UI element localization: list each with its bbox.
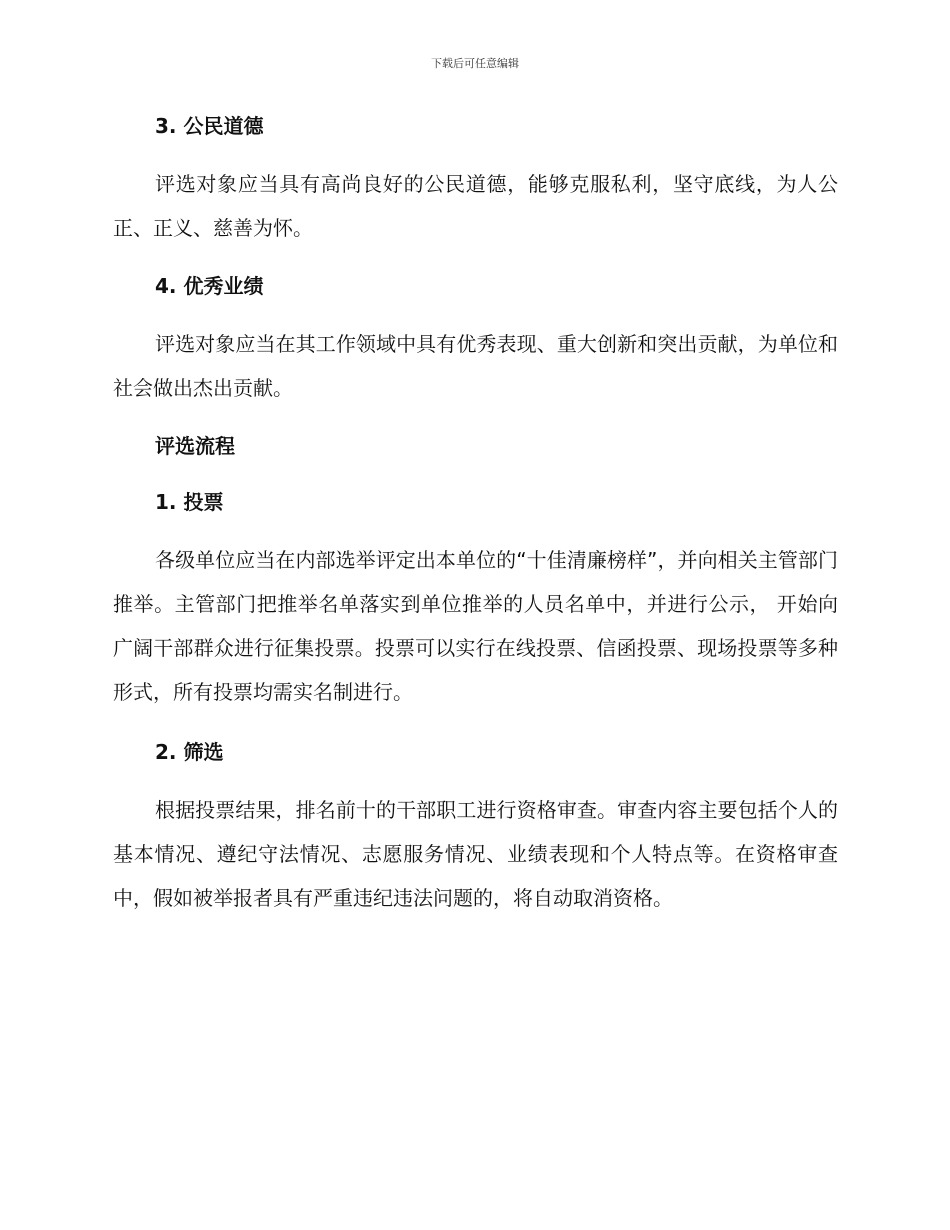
page-header-note: 下载后可任意编辑 — [431, 57, 519, 70]
paragraph-excellent-performance: 评选对象应当在其工作领域中具有优秀表现、重大创新和突出贡献，为单位和社会做出杰出贡献。 — [113, 332, 838, 400]
section-heading-civic-morality: 3. 公民道德 — [155, 114, 264, 138]
section-heading-excellent-performance: 4. 优秀业绩 — [155, 274, 264, 298]
section-heading-screening: 2. 筛选 — [155, 740, 224, 764]
document-body — [113, 108, 838, 920]
paragraph-screening: 根据投票结果，排名前十的干部职工进行资格审查。审查内容主要包括个人的基本情况、遵纪守法情况、志愿服务情况、业绩表现和个人特点等。在资格审查中，假如被举报者具有严重违纪违法问题的，将自动取消资格。 — [113, 798, 838, 910]
paragraph-voting: 各级单位应当在内部选举评定出本单位的“十佳清廉榜样”，并向相关主管部门推举。主管部门把推举名单落实到单位推举的人员名单中，并进行公示， 开始向广阔干部群众进行征集投票。投票可以实行在线投票、信函投票、现场投票等多种形式，所有投票均需实名制进行。 — [113, 548, 838, 704]
section-heading-voting: 1. 投票 — [155, 490, 224, 514]
paragraph-civic-morality: 评选对象应当具有高尚良好的公民道德，能够克服私利，坚守底线，为人公正、正义、慈善为怀。 — [113, 172, 838, 240]
section-heading-process: 评选流程 — [155, 434, 235, 458]
